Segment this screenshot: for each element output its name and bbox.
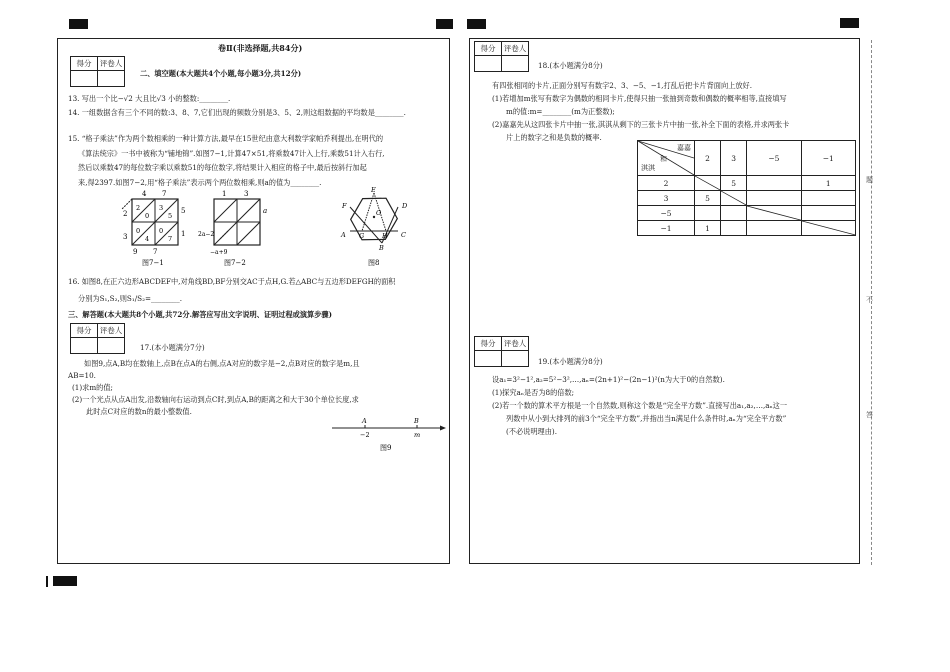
table-cell[interactable] bbox=[747, 176, 801, 191]
question-19-line: 设a₁=3²−1²,a₂=5²−3²,…,aₙ=(2n+1)²−(2n−1)²(n为大于0的自然数). bbox=[492, 375, 725, 384]
fig71-bottom-digit: 9 bbox=[133, 248, 138, 256]
table-corner bbox=[638, 141, 695, 176]
question-15-line: 然后以乘数47的每位数字乘以乘数51的每位数字,将结果计入相应的格子中,最后按斜行加起 bbox=[78, 163, 367, 172]
grader-head: 评卷人 bbox=[502, 337, 529, 351]
score-head: 得分 bbox=[475, 337, 502, 351]
binding-side-text: 不 bbox=[866, 296, 873, 304]
fig8-label: F bbox=[342, 202, 347, 210]
score-box-q17 bbox=[70, 323, 125, 354]
table-row-header: −5 bbox=[638, 206, 695, 221]
registration-mark-top-right bbox=[840, 18, 859, 28]
grader-head: 评卷人 bbox=[98, 57, 125, 71]
table-col-header: −5 bbox=[747, 141, 801, 176]
fig8-label: H bbox=[382, 232, 388, 240]
figure-9-number-line bbox=[330, 413, 448, 453]
fig71-cell: 7 bbox=[168, 235, 173, 243]
table-cell-diagonal bbox=[801, 221, 855, 236]
fig72-right-a: a bbox=[263, 207, 268, 215]
grader-cell[interactable] bbox=[98, 71, 125, 87]
table-col-header: 3 bbox=[721, 141, 747, 176]
fig9-caption: 图9 bbox=[380, 444, 392, 452]
figure-7-1 bbox=[120, 189, 190, 267]
fig8-label: D bbox=[402, 202, 408, 210]
question-19-line: (2)若一个数的算术平方根是一个自然数,则称这个数是“完全平方数”.直接写出a₁,a₂,…,aₙ这一 bbox=[492, 401, 788, 410]
sec2-heading: 二、填空题(本大题共4个小题,每小题3分,共12分) bbox=[140, 69, 302, 78]
fig71-right-digit: 1 bbox=[181, 230, 186, 238]
table-row-header: 3 bbox=[638, 191, 695, 206]
fig9-point-a: A bbox=[362, 417, 367, 425]
question-16-line: 分别为S₁,S₂,则S₁/S₂=________. bbox=[78, 294, 183, 303]
question-17-line: (1)求m的值; bbox=[72, 383, 113, 392]
fig9-value-b: m bbox=[414, 431, 421, 439]
fig71-left-digit: 3 bbox=[123, 233, 128, 241]
score-head: 得分 bbox=[71, 57, 98, 71]
registration-mark-top-left bbox=[69, 19, 88, 29]
fig71-bottom-digit: 7 bbox=[153, 248, 158, 256]
table-cell-diagonal bbox=[695, 176, 721, 191]
table-row bbox=[638, 191, 856, 206]
fig8-label: B bbox=[379, 244, 384, 252]
fig71-top-digit: 7 bbox=[162, 190, 167, 198]
score-box-q18 bbox=[474, 41, 529, 72]
fig71-cell: 5 bbox=[168, 212, 173, 220]
table-cell[interactable]: 5 bbox=[721, 176, 747, 191]
fig8-label: E bbox=[371, 187, 376, 194]
question-15-line: 15. “格子乘法”作为两个数相乘的一种计算方法,最早在15世纪由意大利数学家帕乔利提出,在明代的 bbox=[68, 134, 384, 143]
question-15-line: 《算法统宗》一书中被称为“铺地锦”.如图7−1,计算47×51,将乘数47计入上行,乘数51计入右行, bbox=[78, 149, 385, 158]
table-cell[interactable] bbox=[695, 206, 721, 221]
registration-mark-bottom-left-bar bbox=[46, 576, 48, 587]
table-row bbox=[638, 176, 856, 191]
question-19-line: (不必说明理由). bbox=[506, 427, 558, 436]
fig72-top-digit: 3 bbox=[244, 190, 249, 198]
fig8-label: O bbox=[376, 209, 382, 217]
table-cell[interactable]: 1 bbox=[801, 176, 855, 191]
fig71-left-digit: 2 bbox=[123, 210, 128, 218]
fig72-bottom-expr: −a+9 bbox=[210, 249, 228, 256]
table-row-header: 2 bbox=[638, 176, 695, 191]
question-14: 14. 一组数据含有三个不同的数:3、8、7,它们出现的频数分别是3、5、2,则这组数据的平均数是________. bbox=[68, 108, 406, 117]
binding-side-text: 答 bbox=[866, 411, 873, 419]
table-cell-diagonal bbox=[747, 206, 801, 221]
fig8-caption: 图8 bbox=[368, 259, 380, 267]
fig71-cell: 2 bbox=[136, 204, 141, 212]
table-cell[interactable] bbox=[747, 191, 801, 206]
question-18-title: 18.(本小题满分8分) bbox=[538, 61, 603, 70]
grader-cell[interactable] bbox=[98, 338, 125, 354]
table-col-header: 2 bbox=[695, 141, 721, 176]
figure-7-2 bbox=[198, 189, 272, 267]
sum-table bbox=[637, 140, 856, 236]
fig71-caption: 图7−1 bbox=[142, 259, 164, 267]
fig8-label: G bbox=[359, 232, 365, 240]
table-cell-diagonal bbox=[721, 191, 747, 206]
table-cell[interactable]: 1 bbox=[695, 221, 721, 236]
question-18-line: (2)嘉嘉先从这四张卡片中抽一张,淇淇从剩下的三张卡片中抽一张,补全下面的表格,并求两张卡 bbox=[492, 120, 790, 129]
score-cell[interactable] bbox=[475, 56, 502, 72]
fig8-label: C bbox=[401, 231, 406, 239]
table-corner-bottom: 淇淇 bbox=[641, 164, 655, 172]
score-cell[interactable] bbox=[71, 338, 98, 354]
grader-head: 评卷人 bbox=[98, 324, 125, 338]
question-13: 13. 写出一个比−√2 大且比√3 小的整数:________. bbox=[68, 94, 231, 103]
score-cell[interactable] bbox=[475, 351, 502, 367]
question-17-title: 17.(本小题满分7分) bbox=[140, 343, 205, 352]
grader-cell[interactable] bbox=[502, 351, 529, 367]
table-row-header: −1 bbox=[638, 221, 695, 236]
right-page bbox=[469, 38, 860, 564]
question-19-line: 列数中从小到大排列的前3个“完全平方数”,并指出当n满足什么条件时,aₙ为“完全平方数” bbox=[506, 414, 787, 423]
table-cell[interactable] bbox=[721, 221, 747, 236]
registration-mark-bottom-left bbox=[53, 576, 77, 586]
question-18-line: 片上的数字之和是负数的概率. bbox=[506, 133, 602, 142]
question-17-line: AB=10. bbox=[68, 371, 96, 380]
table-cell[interactable] bbox=[721, 206, 747, 221]
fig71-top-digit: 4 bbox=[142, 190, 147, 198]
table-col-header: −1 bbox=[801, 141, 855, 176]
question-18-line: m的值:m=________(m为正整数); bbox=[506, 107, 615, 116]
table-corner-top: 嘉嘉 bbox=[677, 144, 691, 152]
part-title: 卷Ⅱ(非选择题,共84分) bbox=[218, 43, 303, 53]
fig72-left-expr: 2a−2 bbox=[198, 231, 215, 238]
question-17-line: 如图9,点A,B均在数轴上,点B在点A的右侧,点A对应的数字是−2,点B对应的数字是m,且 bbox=[84, 359, 360, 368]
fig8-label: A bbox=[341, 231, 346, 239]
score-box-sec2 bbox=[70, 56, 125, 87]
score-head: 得分 bbox=[475, 42, 502, 56]
fig9-value-a: −2 bbox=[360, 431, 370, 439]
question-15-line: 来,得2397.如图7−2,用“格子乘法”表示两个两位数相乘,则a的值为________. bbox=[78, 178, 322, 187]
fig9-point-b: B bbox=[414, 417, 419, 425]
question-19-line: (1)探究aₙ是否为8的倍数; bbox=[492, 388, 575, 397]
grader-cell[interactable] bbox=[502, 56, 529, 72]
table-cell[interactable]: 5 bbox=[695, 191, 721, 206]
question-16-line: 16. 如图8,在正六边形ABCDEF中,对角线BD,BF分别交AC于点H,G.若△ABC与五边形DEFGH的面积 bbox=[68, 277, 396, 286]
binding-side-text: 题 bbox=[866, 176, 873, 184]
figure-8-hexagon bbox=[338, 187, 410, 269]
left-page bbox=[57, 38, 450, 564]
registration-mark-top-center-left bbox=[436, 19, 453, 29]
fig72-caption: 图7−2 bbox=[224, 259, 246, 267]
score-box-q19 bbox=[474, 336, 529, 367]
table-cell[interactable] bbox=[747, 221, 801, 236]
question-17-line: 此时点C对应的数n的最小整数值. bbox=[86, 407, 192, 416]
score-cell[interactable] bbox=[71, 71, 98, 87]
table-cell[interactable] bbox=[801, 206, 855, 221]
score-head: 得分 bbox=[71, 324, 98, 338]
sec3-heading: 三、解答题(本大题共8个小题,共72分.解答应写出文字说明、证明过程或演算步骤) bbox=[68, 310, 333, 319]
fig71-cell: 4 bbox=[145, 235, 150, 243]
table-row bbox=[638, 221, 856, 236]
table-row bbox=[638, 206, 856, 221]
fig72-top-digit: 1 bbox=[222, 190, 227, 198]
question-19-title: 19.(本小题满分8分) bbox=[538, 357, 603, 366]
fig71-cell: 0 bbox=[136, 227, 141, 235]
question-18-line: (1)若增加m张写有数字为偶数的相同卡片,使得只抽一张抽到奇数和偶数的概率相等,直接填写 bbox=[492, 94, 787, 103]
grader-head: 评卷人 bbox=[502, 42, 529, 56]
table-corner-mid: 和 bbox=[660, 155, 667, 163]
fig71-cell: 0 bbox=[145, 212, 150, 220]
fig71-right-digit: 5 bbox=[181, 207, 186, 215]
registration-mark-top-center-right bbox=[467, 19, 486, 29]
fig71-cell: 0 bbox=[159, 227, 164, 235]
question-17-line: (2)一个光点从点A出发,沿数轴向右运动到点C时,到点A,B的距离之和大于30个单位长度,求 bbox=[72, 395, 359, 404]
table-cell[interactable] bbox=[801, 191, 855, 206]
question-18-line: 有四张相同的卡片,正面分别写有数字2、3、−5、−1,打乱后把卡片背面向上放好. bbox=[492, 81, 753, 90]
fig71-cell: 3 bbox=[159, 204, 164, 212]
